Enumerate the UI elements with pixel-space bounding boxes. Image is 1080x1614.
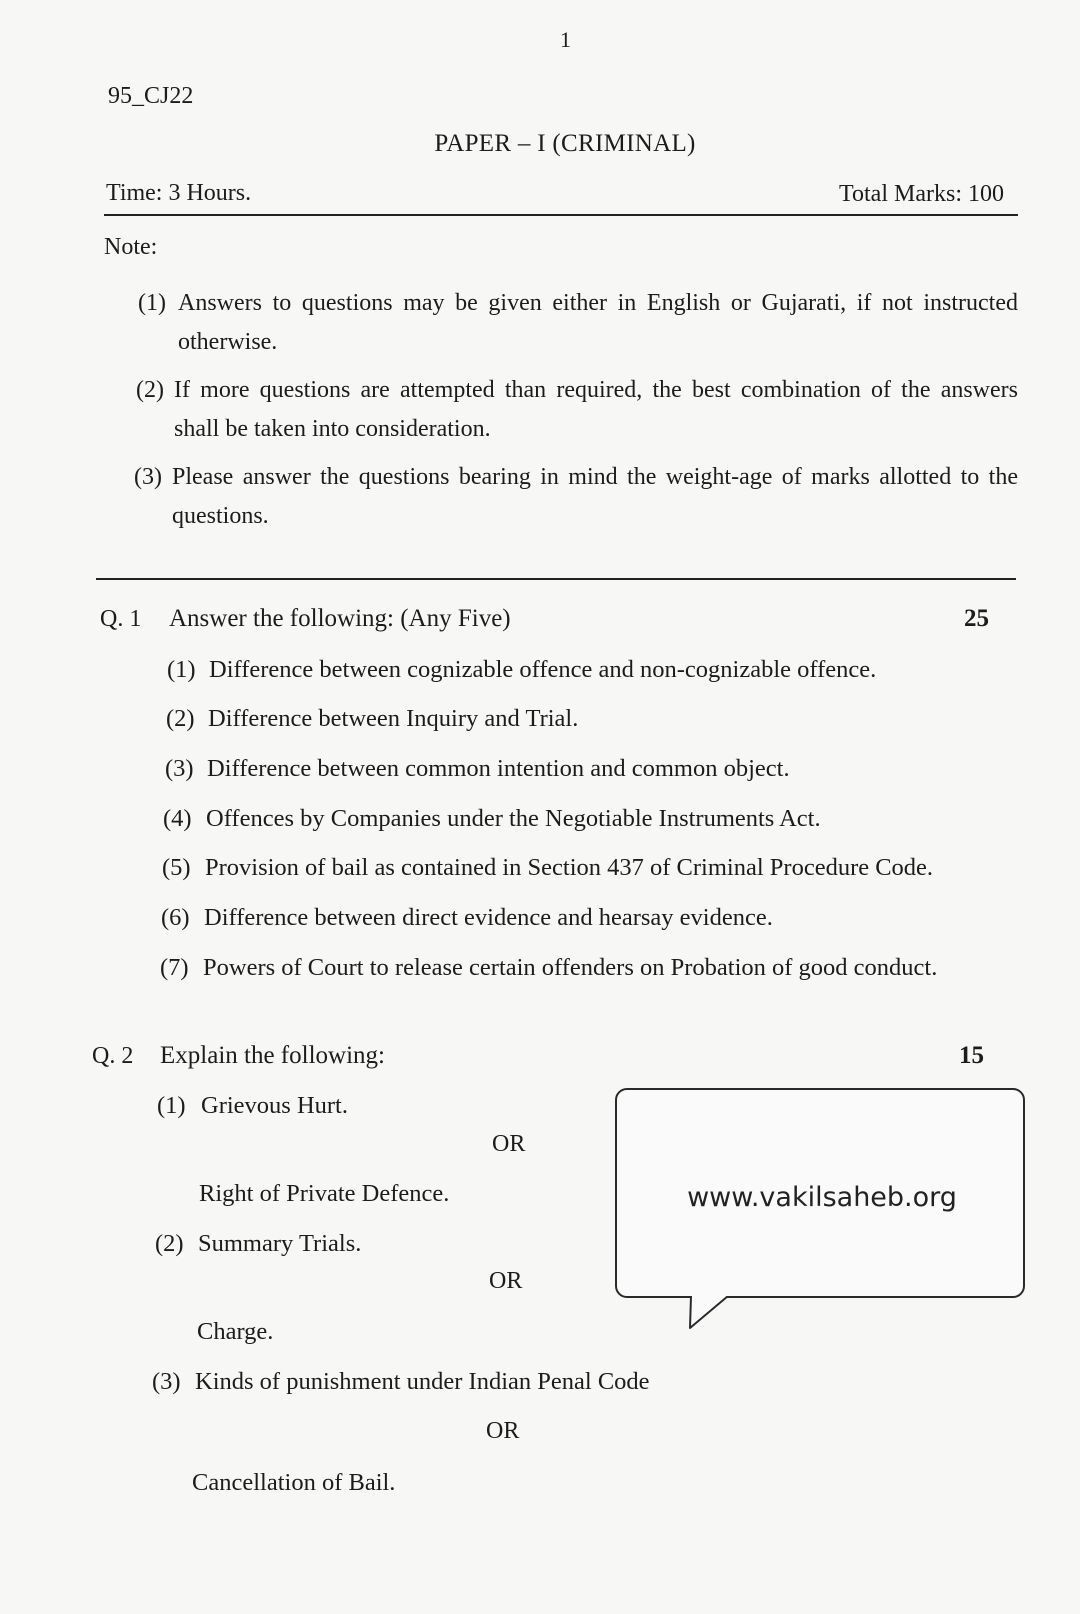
page-number: 1 [560,27,571,52]
note-number: (1) [138,290,166,316]
q2-item-3-text: Kinds of punishment under Indian Penal Code [195,1368,650,1395]
website-url[interactable]: www.vakilsaheb.org [687,1182,957,1213]
q1-item-3-text: Difference between common intention and common object. [207,755,790,782]
exam-time: Time: 3 Hours. [106,180,252,206]
q2-item-1-number: (1) [157,1092,186,1119]
callout-tail-icon [680,1296,730,1330]
note-number: (3) [134,464,162,490]
paper-code: 95_CJ22 [108,83,194,109]
q1-item-1-number: (1) [167,656,196,683]
q2-item-2-number: (2) [155,1230,184,1257]
q2-item-3-number: (3) [152,1368,181,1395]
q1-marks: 25 [964,605,989,632]
q1-item-7-text: Powers of Court to release certain offenders on Probation of good conduct. [203,954,938,981]
q2-item-2-or: OR [489,1268,523,1294]
q2-item-3-alternative: Cancellation of Bail. [192,1469,396,1496]
q2-item-1-alternative: Right of Private Defence. [199,1180,450,1207]
notes-divider [96,578,1016,580]
q1-item-4-text: Offences by Companies under the Negotiable Instruments Act. [206,805,821,832]
q2-item-3-or: OR [486,1418,520,1444]
q1-heading: Answer the following: (Any Five) [169,605,511,632]
q1-item-5-text: Provision of bail as contained in Section 437 of Criminal Procedure Code. [205,854,934,881]
q1-item-7-number: (7) [160,954,189,981]
q2-item-1-or: OR [492,1131,526,1157]
q1-item-6-text: Difference between direct evidence and hearsay evidence. [204,904,773,931]
q2-marks: 15 [959,1042,984,1069]
note-number: (2) [136,377,164,403]
q1-item-2-number: (2) [166,705,195,732]
q2-number: Q. 2 [92,1043,134,1069]
note-item-3 [134,458,1018,536]
q1-item-5-number: (5) [162,854,191,881]
q2-heading: Explain the following: [160,1042,385,1069]
q2-item-2-alternative: Charge. [197,1318,274,1345]
website-callout [615,1088,1025,1298]
total-marks: Total Marks: 100 [839,181,1004,207]
q2-item-2-text: Summary Trials. [198,1230,362,1257]
note-item-2 [136,371,1018,449]
note-text: Answers to questions may be given either in English or Gujarati, if not instructed otherwise. [178,290,1018,355]
q1-item-2-text: Difference between Inquiry and Trial. [208,705,579,732]
note-text: Please answer the questions bearing in mind the weight-age of marks allotted to the questions. [172,464,1018,529]
q1-item-1-text: Difference between cognizable offence and non-cognizable offence. [209,656,877,683]
note-label: Note: [104,234,158,260]
q1-number: Q. 1 [100,606,142,632]
q1-item-3-number: (3) [165,755,194,782]
q1-item-6-number: (6) [161,904,190,931]
q2-item-1-text: Grievous Hurt. [201,1092,348,1119]
q1-item-4-number: (4) [163,805,192,832]
note-text: If more questions are attempted than required, the best combination of the answers shall be taken into consideration. [174,377,1018,442]
header-divider [104,214,1018,216]
paper-title: PAPER – I (CRIMINAL) [434,130,696,157]
note-item-1 [138,284,1018,362]
